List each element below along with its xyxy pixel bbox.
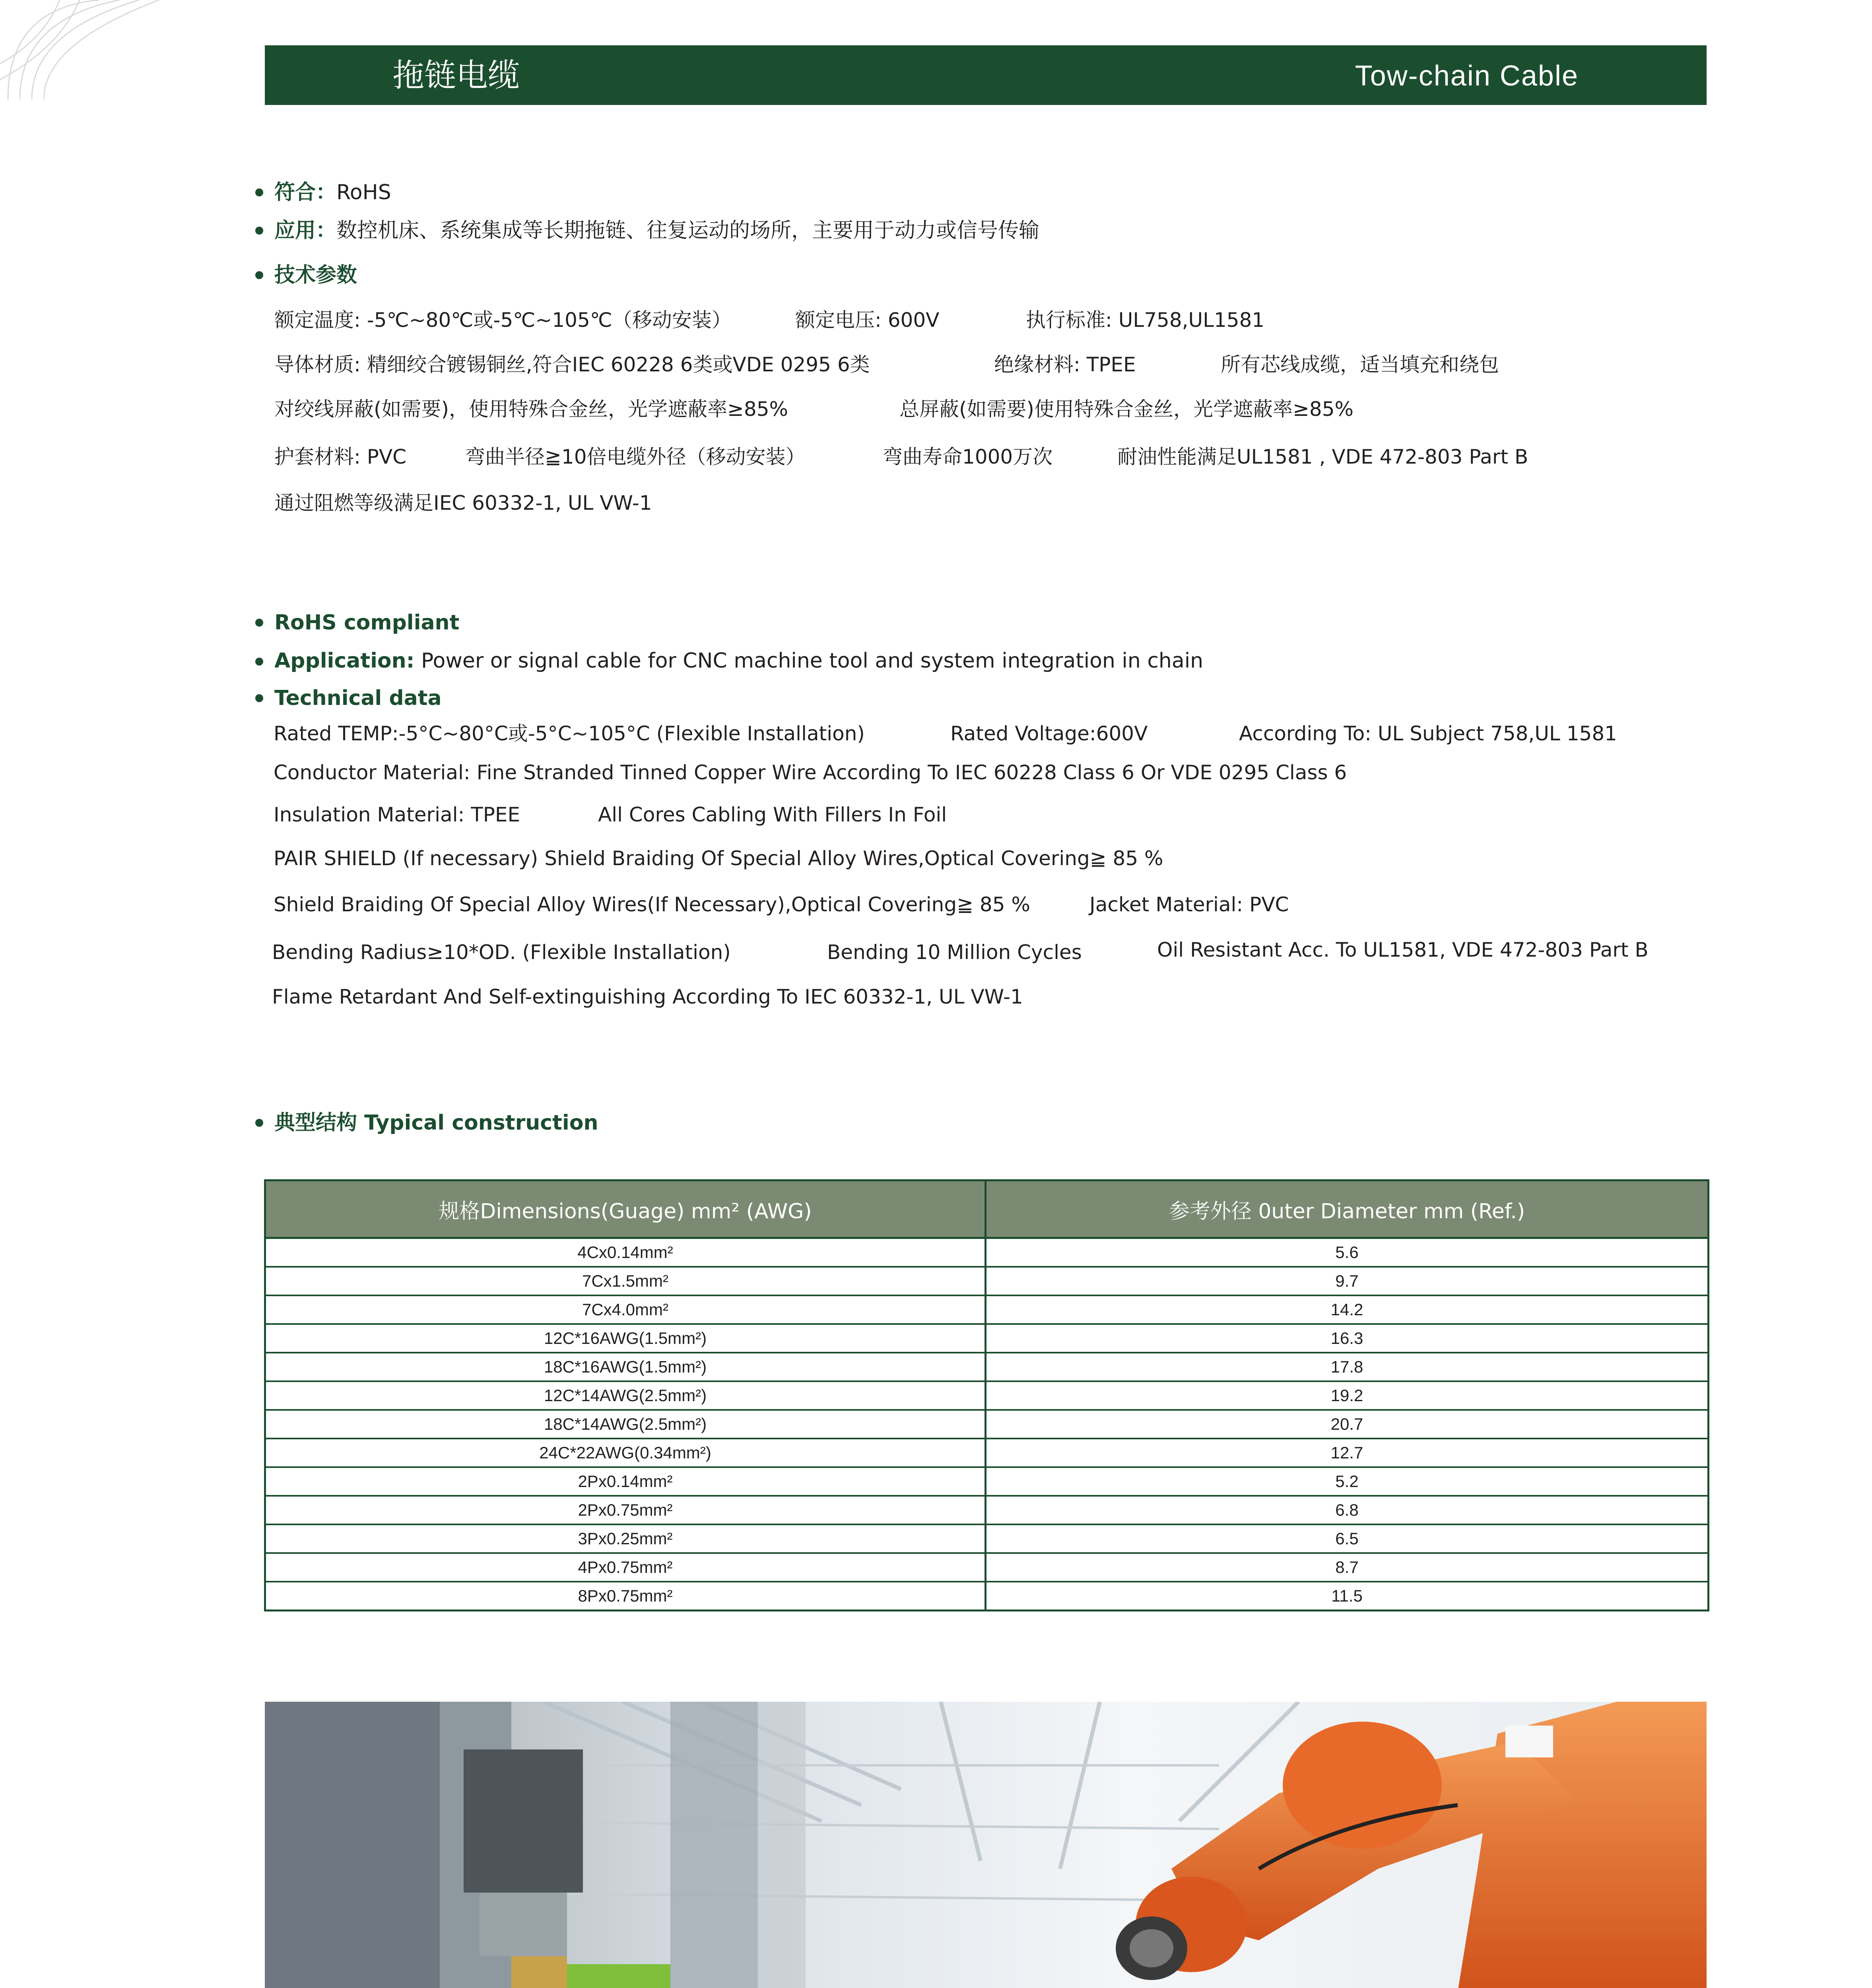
param-bend-cycles-en: Bending 10 Million Cycles <box>827 941 1082 964</box>
param-jacket-cn: 护套材料: PVC <box>274 445 407 468</box>
cell-dimension: 2Px0.75mm² <box>265 1496 986 1524</box>
column-header-dimensions: 规格Dimensions(Guage) mm² (AWG) <box>265 1180 986 1238</box>
cell-dimension: 7Cx1.5mm² <box>265 1267 986 1295</box>
cell-dimension: 7Cx4.0mm² <box>265 1295 986 1324</box>
table-row <box>265 1524 1709 1553</box>
rohs-compliant-en: RoHS compliant <box>274 611 460 635</box>
param-overall-shield-en: Shield Braiding Of Special Alloy Wires(If Necessary),Optical Covering≧ 85 % <box>274 893 1030 916</box>
cell-dimension: 2Px0.14mm² <box>265 1467 986 1496</box>
robot-arm-factory-photo <box>265 1702 1707 1988</box>
factory-scene-icon <box>265 1702 1707 1988</box>
application-label-en: Application: <box>274 649 415 673</box>
bullet-icon <box>255 658 263 666</box>
cell-dimension: 12C*16AWG(1.5mm²) <box>265 1324 986 1353</box>
param-cabling-cn: 所有芯线成缆，适当填充和绕包 <box>1221 353 1499 376</box>
cell-outer-diameter: 19.2 <box>986 1381 1709 1410</box>
param-oil-cn: 耐油性能满足UL1581 , VDE 472-803 Part B <box>1117 445 1528 468</box>
table-header-row <box>265 1180 1709 1238</box>
cell-outer-diameter: 5.2 <box>986 1467 1709 1496</box>
param-conductor-en: Conductor Material: Fine Stranded Tinned Copper Wire According To IEC 60228 Class 6 Or VDE 0295 Class 6 <box>274 761 1347 784</box>
cell-dimension: 8Px0.75mm² <box>265 1582 986 1611</box>
application-label-cn: 应用： <box>274 219 337 243</box>
table-row <box>265 1582 1709 1611</box>
cell-dimension: 4Px0.75mm² <box>265 1553 986 1582</box>
table-row <box>265 1439 1709 1467</box>
cell-dimension: 18C*14AWG(2.5mm²) <box>265 1410 986 1439</box>
compliance-line-cn <box>274 182 391 203</box>
table-row <box>265 1381 1709 1410</box>
table-row <box>265 1467 1709 1496</box>
bullet-icon <box>255 619 263 627</box>
param-cabling-en: All Cores Cabling With Fillers In Foil <box>598 803 947 826</box>
param-rated-temp-en: Rated TEMP:-5°C~80°C或-5°C~105°C (Flexible Installation) <box>274 722 865 745</box>
param-rated-voltage-cn: 额定电压: 600V <box>795 309 940 332</box>
title-bar <box>265 45 1707 105</box>
param-bend-radius-en: Bending Radius≥10*OD. (Flexible Installation) <box>272 941 731 964</box>
param-rated-voltage-en: Rated Voltage:600V <box>950 722 1148 745</box>
compliance-value-cn: RoHS <box>336 181 391 204</box>
construction-heading: 典型结构 Typical construction <box>274 1111 598 1135</box>
param-insulation-en: Insulation Material: TPEE <box>274 803 520 826</box>
cell-outer-diameter: 6.8 <box>986 1496 1709 1524</box>
table-row <box>265 1295 1709 1324</box>
param-rated-temp-cn: 额定温度: -5℃~80℃或-5℃~105℃（移动安装） <box>274 309 732 332</box>
table-body <box>265 1238 1709 1611</box>
bullet-icon <box>255 1119 263 1127</box>
cell-dimension: 12C*14AWG(2.5mm²) <box>265 1381 986 1410</box>
bullet-icon <box>255 227 263 235</box>
param-standard-cn: 执行标准: UL758,UL1581 <box>1026 309 1265 332</box>
cell-outer-diameter: 16.3 <box>986 1324 1709 1353</box>
param-jacket-en: Jacket Material: PVC <box>1089 893 1289 916</box>
param-conductor-cn: 导体材质: 精细绞合镀锡铜丝,符合IEC 60228 6类或VDE 0295 6类 <box>274 353 870 376</box>
cell-outer-diameter: 17.8 <box>986 1353 1709 1381</box>
param-bend-radius-cn: 弯曲半径≧10倍电缆外径（移动安装） <box>465 445 806 468</box>
param-overall-shield-cn: 总屏蔽(如需要)使用特殊合金丝，光学遮蔽率≥85% <box>899 398 1354 421</box>
column-header-outer-diameter: 参考外径 0uter Diameter mm (Ref.) <box>986 1180 1709 1238</box>
param-according-en: According To: UL Subject 758,UL 1581 <box>1239 722 1617 745</box>
bullet-icon <box>255 188 263 196</box>
table-row <box>265 1238 1709 1267</box>
table-row <box>265 1324 1709 1353</box>
cell-outer-diameter: 6.5 <box>986 1524 1709 1553</box>
application-value-en: Power or signal cable for CNC machine tool and system integration in chain <box>421 649 1204 673</box>
param-pair-shield-en: PAIR SHIELD (If necessary) Shield Braiding Of Special Alloy Wires,Optical Covering≧ 85 % <box>274 847 1163 870</box>
cell-outer-diameter: 14.2 <box>986 1295 1709 1324</box>
cell-outer-diameter: 12.7 <box>986 1439 1709 1467</box>
tech-heading-en: Technical data <box>274 686 442 710</box>
param-flame-cn: 通过阻燃等级满足IEC 60332-1, UL VW-1 <box>274 491 652 514</box>
table-row <box>265 1410 1709 1439</box>
cell-outer-diameter: 20.7 <box>986 1410 1709 1439</box>
param-insulation-cn: 绝缘材料: TPEE <box>994 353 1136 376</box>
cell-dimension: 24C*22AWG(0.34mm²) <box>265 1439 986 1467</box>
bullet-icon <box>255 271 263 279</box>
cell-dimension: 3Px0.25mm² <box>265 1524 986 1553</box>
param-oil-en: Oil Resistant Acc. To UL1581, VDE 472-803 Part B <box>1157 938 1649 961</box>
compliance-label-cn: 符合： <box>274 181 337 204</box>
cell-outer-diameter: 11.5 <box>986 1582 1709 1611</box>
cell-outer-diameter: 9.7 <box>986 1267 1709 1295</box>
param-bend-life-cn: 弯曲寿命1000万次 <box>883 445 1053 468</box>
param-pair-shield-cn: 对绞线屏蔽(如需要)，使用特殊合金丝，光学遮蔽率≥85% <box>274 398 788 421</box>
construction-table <box>264 1179 1709 1611</box>
application-line-en <box>274 650 1203 671</box>
application-line-cn <box>274 220 1039 241</box>
table-row <box>265 1267 1709 1295</box>
cell-outer-diameter: 8.7 <box>986 1553 1709 1582</box>
title-english: Tow-chain Cable <box>1355 60 1579 92</box>
table-row <box>265 1496 1709 1524</box>
corner-arc-decoration-icon <box>0 0 167 103</box>
bullet-icon <box>255 694 263 702</box>
cell-dimension: 4Cx0.14mm² <box>265 1238 986 1267</box>
cell-dimension: 18C*16AWG(1.5mm²) <box>265 1353 986 1381</box>
title-chinese: 拖链电缆 <box>392 57 520 94</box>
param-flame-en: Flame Retardant And Self-extinguishing According To IEC 60332-1, UL VW-1 <box>272 985 1023 1008</box>
table-row <box>265 1553 1709 1582</box>
application-value-cn: 数控机床、系统集成等长期拖链、往复运动的场所，主要用于动力或信号传输 <box>336 219 1040 243</box>
cell-outer-diameter: 5.6 <box>986 1238 1709 1267</box>
table-row <box>265 1353 1709 1381</box>
tech-heading-cn: 技术参数 <box>274 263 357 287</box>
